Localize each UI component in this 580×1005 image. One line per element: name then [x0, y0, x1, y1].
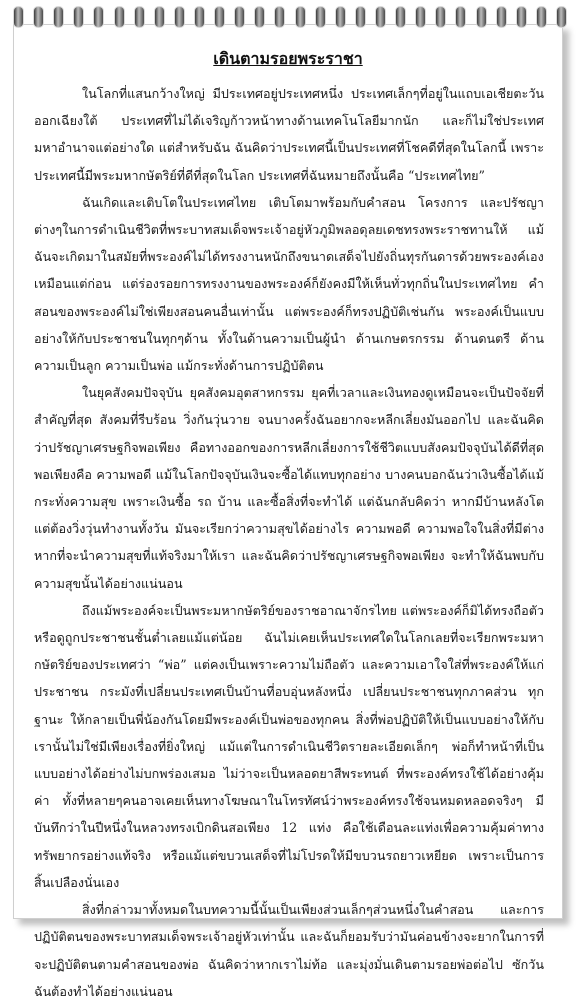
- binding-ring-icon: [436, 7, 445, 27]
- binding-ring-icon: [275, 7, 284, 27]
- paragraph: ในยุคสังคมปัจจุบัน ยุคสังคมอุตสาหกรรม ยุคที่เวลาและเงินทองดูเหมือนจะเป็นปัจจัยที่สำคัญที่สุด สังคมที่รีบร้อน วิ่งกันวุ่นวาย จนบางครั้งฉันอยากจะหลีกเลี่ยงมันออกไป และฉันคิดว่าปรัชญาเศรษฐกิจพอเพียง คือทางออกของการหลีกเลี่ยงการใช้ชีวิตแบบสังคมปัจจุบันได้ดีที่สุด พอเพียงคือ ความพอดี แม้ในโลกปัจจุบันเงินจะซื้อได้แทบทุกอย่าง บางคนบอกฉันว่าเงินซื้อได้แม้กระทั่งความสุข เพราะเงินซื้อ รถ บ้าน และซื้อสิ่งที่จะทำได้ แต่ฉันกลับคิดว่า หากมีบ้านหลังโต แต่ต้องวิ่งวุ่นทำงานทั้งวัน มันจะเรียกว่าความสุขได้อย่างไร ความพอดี ความพอใจในสิ่งที่มีต่างหากที่จะนำความสุขที่แท้จริงมาให้เรา และฉันคิดว่าปรัชญาเศรษฐกิจพอเพียง จะทำให้ฉันพบกับความสุขนั้นได้อย่างแน่นอน: [34, 385, 544, 591]
- binding-ring-icon: [537, 7, 546, 27]
- binding-ring-icon: [497, 7, 506, 27]
- binding-ring-icon: [155, 7, 164, 27]
- binding-ring-icon: [336, 7, 345, 27]
- spiral-binding: [0, 0, 580, 34]
- binding-ring-icon: [517, 7, 526, 27]
- binding-ring-icon: [296, 7, 305, 27]
- document-title: เดินตามรอยพระราชา: [213, 49, 363, 68]
- binding-ring-icon: [175, 7, 184, 27]
- binding-ring-icon: [396, 7, 405, 27]
- binding-ring-icon: [74, 7, 83, 27]
- paragraph: ในโลกที่แสนกว้างใหญ่ มีประเทศอยู่ประเทศหนึ่ง ประเทศเล็กๆที่อยู่ในแถบเอเชียตะวันออกเฉียงใต้ ประเทศที่ไม่ได้เจริญก้าวหน้าทางด้านเทคโนโลยีมากนัก และก็ไม่ใช่ประเทศมหาอำนาจแต่อย่างใด แต่สำหรับฉัน ฉันคิดว่าประเทศนี้เป็นประเทศที่โชคดีที่สุดในโลกนี้ เพราะประเทศนี้มีพระมหากษัตริย์ที่ดีที่สุดในโลก ประเทศที่ฉันหมายถึงนั้นคือ “ประเทศไทย”: [34, 86, 544, 183]
- paragraph: สิ่งที่กล่าวมาทั้งหมดในบทความนี้นั้นเป็นเพียงส่วนเล็กๆส่วนหนึ่งในคำสอน และการปฏิบัติตนของพระบาทสมเด็จพระเจ้าอยู่หัวเท่านั้น และฉันก็ยอมรับว่ามันค่อนข้างจะยากในการที่จะปฏิบัติตนตามคำสอนของพ่อ ฉันคิดว่าหากเราไม่ท้อ และมุ่งมั่นเดินตามรอยพ่อต่อไป ซักวันฉันต้องทำได้อย่างแน่นอน: [34, 902, 544, 999]
- binding-ring-icon: [557, 7, 566, 27]
- binding-ring-icon: [416, 7, 425, 27]
- binding-ring-icon: [14, 7, 23, 27]
- binding-ring-icon: [94, 7, 103, 27]
- binding-ring-icon: [34, 7, 43, 27]
- binding-ring-icon: [316, 7, 325, 27]
- binding-ring-icon: [235, 7, 244, 27]
- binding-ring-icon: [477, 7, 486, 27]
- binding-ring-icon: [215, 7, 224, 27]
- paper-sheet: [13, 24, 563, 999]
- binding-ring-icon: [115, 7, 124, 27]
- binding-ring-icon: [255, 7, 264, 27]
- binding-ring-icon: [195, 7, 204, 27]
- binding-ring-icon: [376, 7, 385, 27]
- paragraph: ฉันเกิดและเติบโตในประเทศไทย เติบโตมาพร้อมกับคำสอน โครงการ และปรัชญาต่างๆในการดำเนินชีวิตที่พระบาทสมเด็จพระเจ้าอยู่หัวภูมิพลอดุลยเดชทรงพระราชทานให้ แม้ฉันจะเกิดมาในสมัยที่พระองค์ไม่ได้ทรงงานหนักถึงขนาดเสด็จไปยังถิ่นทุรกันดารด้วยพระองค์เองเหมือนแต่ก่อน แต่ร่องรอยการทรงงานของพระองค์ก็ยังคงมีให้เห็นทั่วทุกถิ่นในประเทศไทย คำสอนของพระองค์ไม่ใช่เพียงสอนคนอื่นเท่านั้น แต่พระองค์ก็ทรงปฏิบัติเช่นกัน พระองค์เป็นแบบอย่างให้กับประชาชนในทุกๆด้าน ทั้งในด้านความเป็นผู้นำ ด้านเกษตรกรรม ด้านดนตรี ด้านความเป็นลูก ความเป็นพ่อ แม้กระทั่งด้านการปฏิบัติตน: [34, 194, 544, 374]
- binding-ring-icon: [54, 7, 63, 27]
- binding-ring-icon: [456, 7, 465, 27]
- binding-ring-icon: [356, 7, 365, 27]
- binding-ring-icon: [135, 7, 144, 27]
- document-body: [14, 80, 562, 1005]
- paragraph: ถึงแม้พระองค์จะเป็นพระมหากษัตริย์ของราชอาณาจักรไทย แต่พระองค์ก็มิได้ทรงถือตัว หรือดูถูกประชาชนชั้นต่ำเลยแม้แต่น้อย ฉันไม่เคยเห็นประเทศใดในโลกเลยที่จะเรียกพระมหากษัตริย์ของประเทศว่า “พ่อ” แต่คงเป็นเพราะความไม่ถือตัว และความเอาใจใส่ที่พระองค์ให้แก่ประชาชน กระมังที่เปลี่ยนประเทศเป็นบ้านที่อบอุ่นหลังหนึ่ง เปลี่ยนประชาชนทุกภาคส่วน ทุกฐานะ ให้กลายเป็นพี่น้องกันโดยมีพระองค์เป็นพ่อของทุกคน สิ่งที่พ่อปฏิบัติให้เป็นแบบอย่างให้กับเรานั้นไม่ใช่มีเพียงเรื่องที่ยิ่งใหญ่ แม้แต่ในการดำเนินชีวิตรายละเอียดเล็กๆ พ่อก็ทำหน้าที่เป็นแบบอย่างได้อย่างไม่บกพร่องเสมอ ไม่ว่าจะเป็นหลอดยาสีพระทนต์ ที่พระองค์ทรงใช้ได้อย่างคุ้มค่า ทั้งที่หลายๆคนอาจเคยเห็นทางโฆษณาในโทรทัศน์ว่าพระองค์ทรงใช้จนหมดหลอดจริงๆ มีบันทึกว่าในปีหนึ่งในหลวงทรงเบิกดินสอเพียง 12 แท่ง คือใช้เดือนละแท่งเพื่อความคุ้มค่าทางทรัพยากรอย่างแท้จริง หรือแม้แต่ขบวนเสด็จที่ไม่โปรดให้มีขบวนรถยาวเหยียด เพราะเป็นการสิ้นเปลืองนั่นเอง: [34, 602, 544, 890]
